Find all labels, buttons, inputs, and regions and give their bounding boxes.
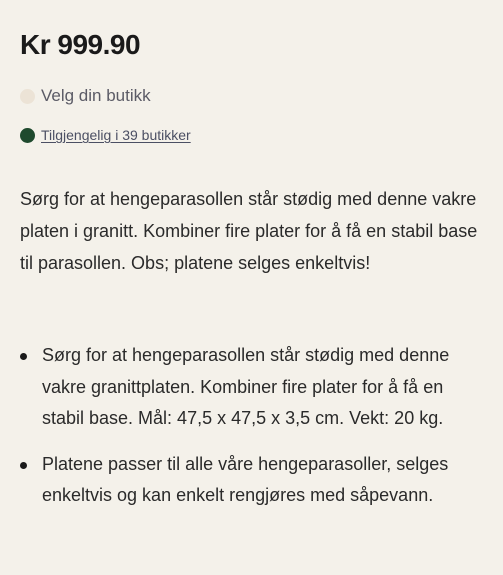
feature-list <box>20 340 482 526</box>
availability-row <box>20 127 191 143</box>
feature-item <box>20 340 482 435</box>
feature-item <box>20 449 482 512</box>
bullet-icon <box>20 462 27 469</box>
store-status-dot-icon <box>20 89 35 104</box>
store-selector[interactable] <box>20 86 151 106</box>
feature-text: Sørg for at hengeparasollen står stødig med denne vakre granittplaten. Kombiner fire plater for å få en stabil base. Mål: 47,5 x 47,5 x 3,5 cm. Vekt: 20 kg. <box>42 345 450 428</box>
availability-status-dot-icon <box>20 128 35 143</box>
product-price: Kr 999.90 <box>20 29 141 60</box>
feature-text: Platene passer til alle våre hengeparasoller, selges enkeltvis og kan enkelt rengjøres med såpevann. <box>42 453 449 505</box>
availability-link[interactable]: Tilgjengelig i 39 butikker <box>41 127 191 143</box>
product-description: Sørg for at hengeparasollen står stødig med denne vakre platen i granitt. Kombiner fire plater for å få en stabil base til parasollen. Obs; platene selges enkeltvis! <box>20 189 478 273</box>
store-selector-label: Velg din butikk <box>41 86 151 105</box>
bullet-icon <box>20 353 27 360</box>
